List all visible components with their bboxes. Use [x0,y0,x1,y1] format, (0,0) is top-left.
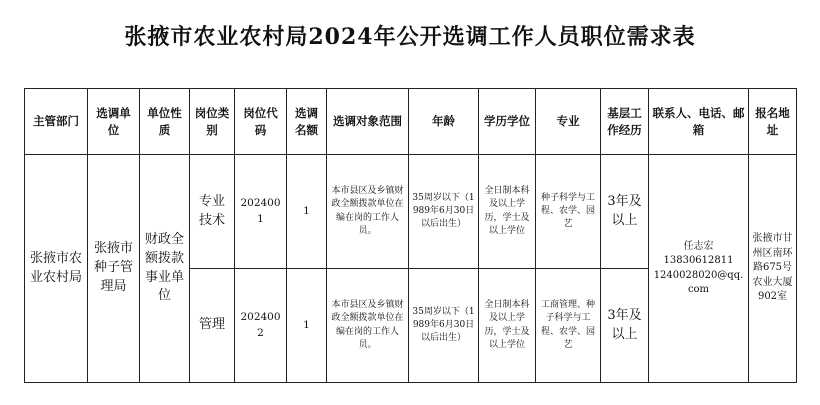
cell-edu: 全日制本科及以上学历，学士及以上学位 [479,155,536,269]
contact-email: 1240028020@qq.com [653,269,744,295]
cell-unit: 张掖市种子管理局 [88,155,140,383]
position-table [24,88,797,383]
header-age: 年龄 [409,89,479,155]
cell-code: 2024001 [235,155,287,269]
page-title: 张掖市农业农村局2024年公开选调工作人员职位需求表 [124,24,696,50]
cell-num: 1 [287,269,327,383]
cell-edu: 全日制本科及以上学历，学士及以上学位 [479,269,536,383]
cell-major: 种子科学与工程、农学、园艺 [536,155,601,269]
cell-address: 张掖市甘州区南环路675号农业大厦902室 [749,155,797,383]
cell-category: 管理 [190,269,235,383]
header-code: 岗位代码 [235,89,287,155]
cell-background: 3年及以上 [601,269,649,383]
header-unit: 选调单位 [88,89,140,155]
cell-major: 工商管理、种子科学与工程、农学、园艺 [536,269,601,383]
cell-dept: 张掖市农业农村局 [25,155,88,383]
header-num: 选调名额 [287,89,327,155]
cell-code: 2024002 [235,269,287,383]
cell-scope: 本市县区及乡镇财政全额拨款单位在编在岗的工作人员。 [327,155,409,269]
cell-nature: 财政全额拨款事业单位 [140,155,190,383]
contact-name: 任志宏 [683,240,714,252]
header-nature: 单位性质 [140,89,190,155]
cell-num: 1 [287,155,327,269]
cell-age: 35周岁以下（1989年6月30日以后出生） [409,155,479,269]
cell-category: 专业技术 [190,155,235,269]
header-row [25,89,797,155]
header-major: 专业 [536,89,601,155]
cell-scope: 本市县区及乡镇财政全额拨款单位在编在岗的工作人员。 [327,269,409,383]
header-edu: 学历学位 [479,89,536,155]
table-row [25,155,797,269]
contact-phone: 13830612811 [663,255,734,266]
header-category: 岗位类别 [190,89,235,155]
header-scope: 选调对象范围 [327,89,409,155]
header-contact: 联系人、电话、邮箱 [649,89,749,155]
cell-contact [649,155,749,383]
cell-background: 3年及以上 [601,155,649,269]
cell-age: 35周岁以下（1989年6月30日以后出生） [409,269,479,383]
header-background: 基层工作经历 [601,89,649,155]
header-address: 报名地址 [749,89,797,155]
header-dept: 主管部门 [25,89,88,155]
